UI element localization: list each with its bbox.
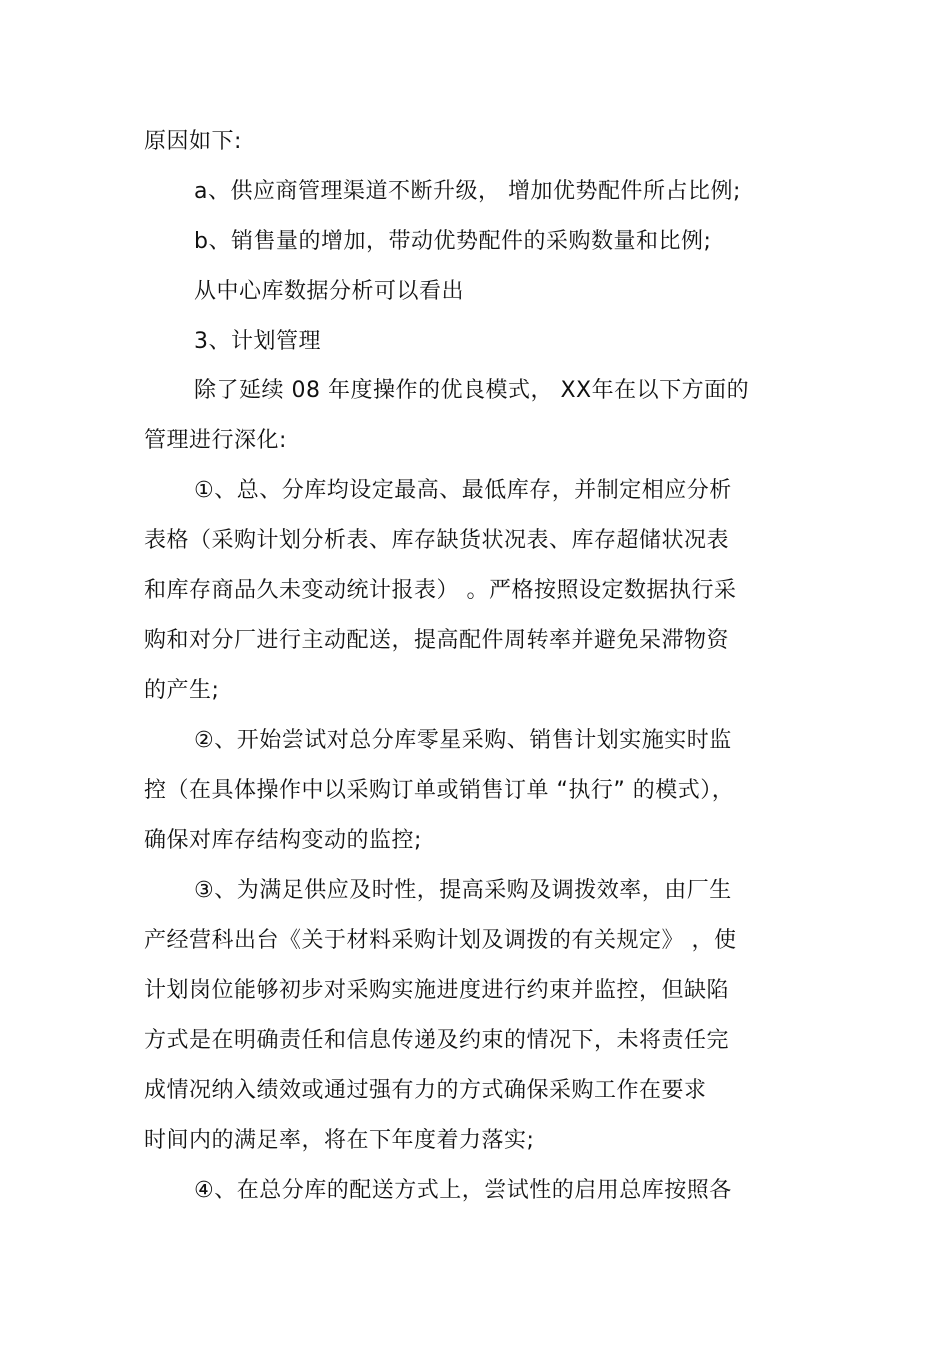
text-line: 购和对分厂进行主动配送，提高配件周转率并避免呆滞物资 bbox=[144, 628, 730, 653]
text-line: ④、在总分库的配送方式上，尝试性的启用总库按照各 bbox=[194, 1178, 732, 1203]
text-line: ②、开始尝试对总分库零星采购、销售计划实施实时监 bbox=[194, 728, 732, 753]
text-line: 除了延续 08 年度操作的优良模式， XX年在以下方面的 bbox=[194, 378, 750, 403]
text-line: b、销售量的增加，带动优势配件的采购数量和比例; bbox=[194, 229, 712, 254]
text-line: 管理进行深化: bbox=[144, 428, 287, 453]
text-line: 的产生; bbox=[144, 678, 220, 703]
text-line: 时间内的满足率，将在下年度着力落实; bbox=[144, 1128, 535, 1153]
text-line: 表格（采购计划分析表、库存缺货状况表、库存超储状况表 bbox=[144, 528, 730, 553]
text-line: 控（在具体操作中以采购订单或销售订单 “执行” 的模式）， bbox=[144, 778, 735, 803]
text-line: 原因如下: bbox=[144, 129, 242, 154]
text-line: ③、为满足供应及时性，提高采购及调拨效率，由厂生 bbox=[194, 878, 732, 903]
text-line: 产经营科出台《关于材料采购计划及调拨的有关规定》 ，使 bbox=[144, 928, 737, 953]
text-line: a、供应商管理渠道不断升级， 增加优势配件所占比例; bbox=[194, 179, 741, 204]
text-line: 确保对库存结构变动的监控; bbox=[144, 828, 422, 853]
text-line: 成情况纳入绩效或通过强有力的方式确保采购工作在要求 bbox=[144, 1078, 707, 1103]
text-line: 从中心库数据分析可以看出 bbox=[194, 279, 465, 304]
text-line: 计划岗位能够初步对采购实施进度进行约束并监控，但缺陷 bbox=[144, 978, 730, 1003]
text-line: 和库存商品久未变动统计报表） 。严格按照设定数据执行采 bbox=[144, 578, 737, 603]
text-line: ①、总、分库均设定最高、最低库存，并制定相应分析 bbox=[194, 478, 732, 503]
text-line: 方式是在明确责任和信息传递及约束的情况下，未将责任完 bbox=[144, 1028, 730, 1053]
section-heading: 3、计划管理 bbox=[194, 329, 321, 354]
